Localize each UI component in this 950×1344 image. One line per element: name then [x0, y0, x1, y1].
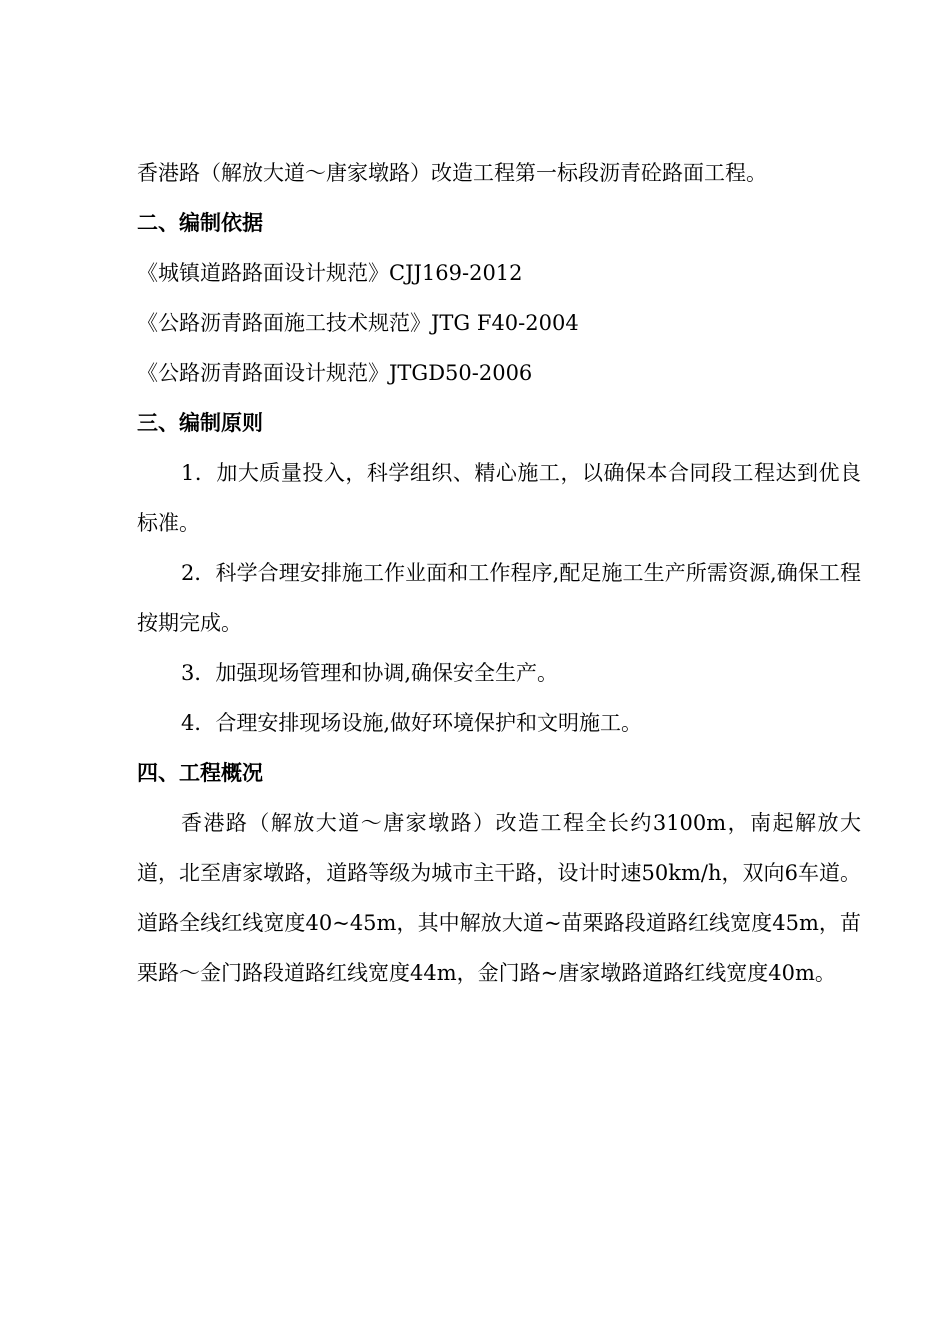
section-heading-basis: 二、编制依据: [137, 211, 263, 235]
principle-item: 1．加大质量投入，科学组织、精心施工，以确保本合同段工程达到优良标准。: [137, 461, 861, 535]
reference-item: 《公路沥青路面施工技术规范》JTG F40-2004: [137, 311, 579, 335]
overview-paragraph: 香港路（解放大道～唐家墩路）改造工程全长约3100m，南起解放大道，北至唐家墩路，道路等级为城市主干路，设计时速50km/h，双向6车道。道路全线红线宽度40~45m，其中解放大道~苗栗路段道路红线宽度45m，苗栗路～金门路段道路红线宽度44m，金门路~唐家墩路道路红线宽度40m。: [137, 811, 861, 985]
principle-item: 3．加强现场管理和协调,确保安全生产。: [181, 661, 559, 685]
principle-item: 4．合理安排现场设施,做好环境保护和文明施工。: [181, 711, 643, 735]
document-page: [137, 148, 861, 998]
reference-item: 《城镇道路路面设计规范》CJJ169-2012: [137, 261, 523, 285]
intro-line: 香港路（解放大道～唐家墩路）改造工程第一标段沥青砼路面工程。: [137, 161, 767, 185]
section-heading-principles: 三、编制原则: [137, 411, 263, 435]
section-heading-overview: 四、工程概况: [137, 761, 263, 785]
principle-item: 2．科学合理安排施工作业面和工作程序,配足施工生产所需资源,确保工程按期完成。: [137, 561, 861, 635]
reference-item: 《公路沥青路面设计规范》JTGD50-2006: [137, 361, 533, 385]
